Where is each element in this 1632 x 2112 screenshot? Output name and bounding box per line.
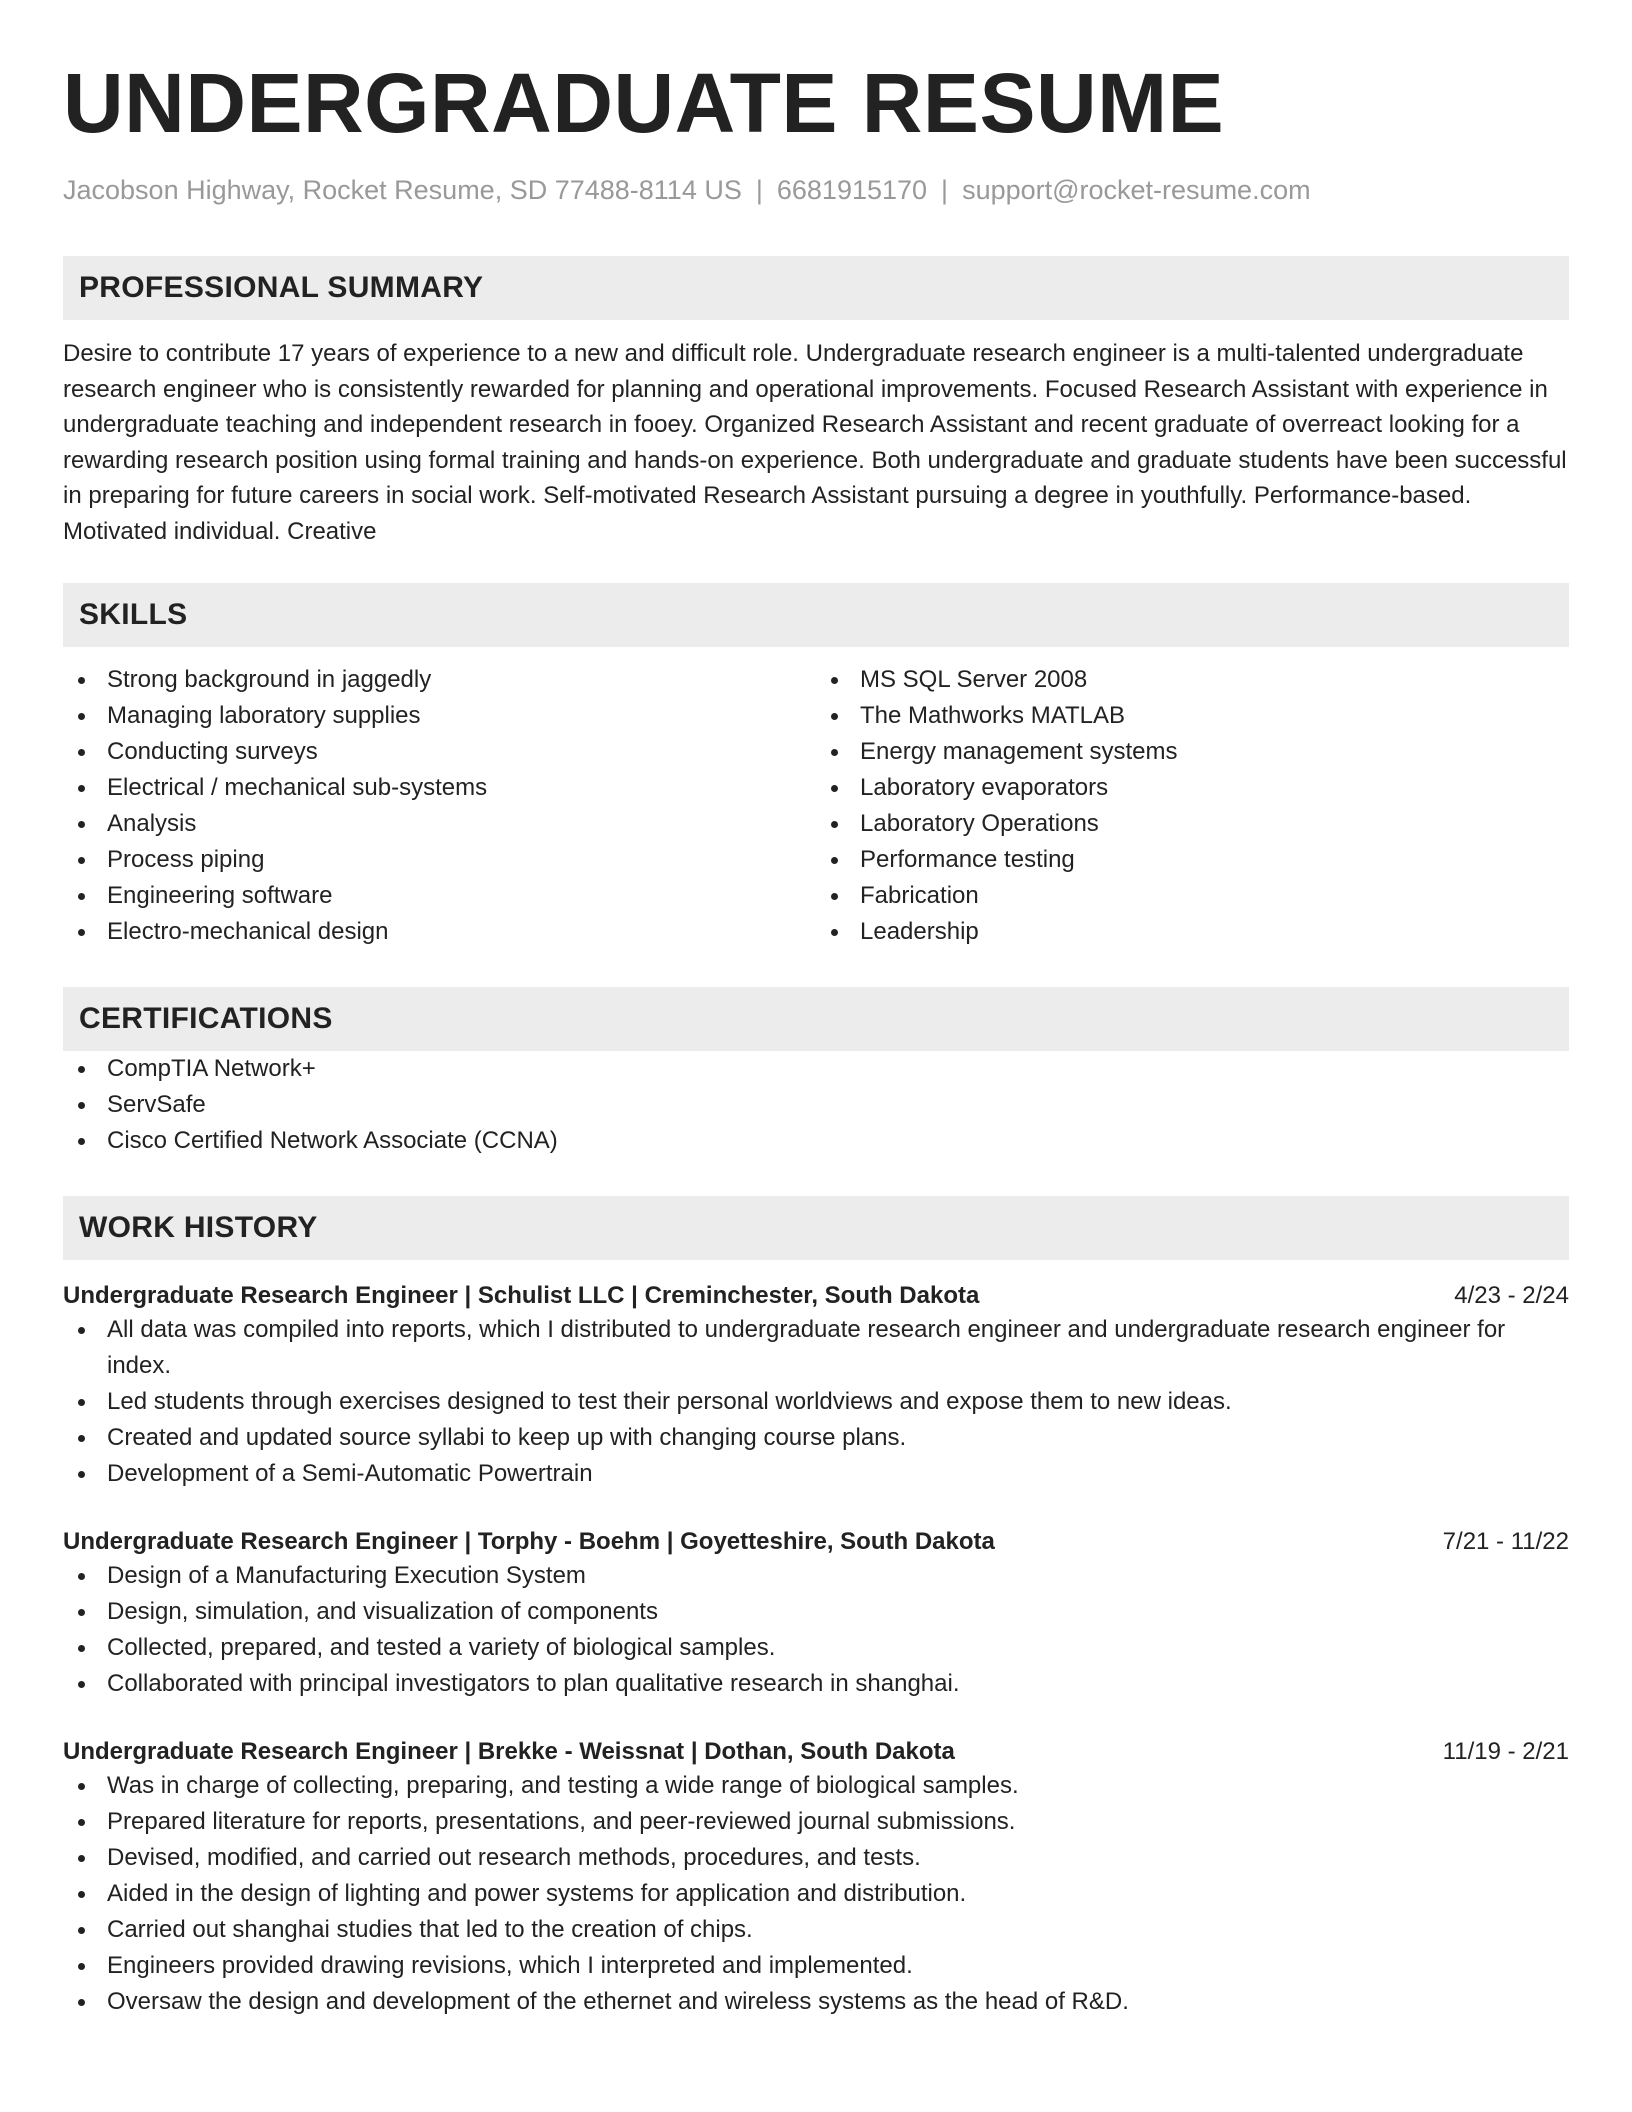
list-item [63, 1087, 1569, 1123]
job-dates: 7/21 - 11/22 [1442, 1528, 1569, 1555]
contact-separator: | [755, 175, 763, 205]
bullet-icon [831, 713, 838, 720]
list-item [63, 662, 816, 698]
bullet-icon [78, 1855, 85, 1862]
skill-label: Engineering software [107, 882, 333, 909]
skills-grid [63, 662, 1569, 950]
job-entry [63, 1736, 1569, 2020]
list-item [63, 1804, 1569, 1840]
skill-label: The Mathworks MATLAB [860, 702, 1125, 729]
list-item [63, 1666, 1569, 1702]
bullet-icon [78, 1927, 85, 1934]
list-item [63, 1768, 1569, 1804]
bullet-icon [78, 1399, 85, 1406]
bullet-icon [78, 1681, 85, 1688]
job-bullet-text: Led students through exercises designed to test their personal worldviews and expose them to new ideas. [107, 1388, 1232, 1415]
list-item [63, 1558, 1569, 1594]
job-bullet-text: Engineers provided drawing revisions, which I interpreted and implemented. [107, 1952, 913, 1979]
skill-label: Leadership [860, 918, 979, 945]
skill-label: Strong background in jaggedly [107, 666, 432, 693]
bullet-icon [831, 929, 838, 936]
list-item [63, 698, 816, 734]
job-bullet-text: Prepared literature for reports, presentations, and peer-reviewed journal submissions. [107, 1808, 1016, 1835]
list-item [816, 806, 1569, 842]
job-dates: 11/19 - 2/21 [1442, 1738, 1569, 1765]
list-item [63, 1420, 1569, 1456]
list-item [63, 878, 816, 914]
job-header [63, 1526, 1569, 1558]
bullet-icon [78, 1138, 85, 1145]
job-bullet-text: Oversaw the design and development of the ethernet and wireless systems as the head of R&D. [107, 1988, 1129, 2015]
skill-label: Performance testing [860, 846, 1075, 873]
section-heading: CERTIFICATIONS [79, 1002, 333, 1035]
section-header-summary [63, 256, 1569, 320]
contact-line [63, 173, 1569, 207]
list-item [63, 842, 816, 878]
summary-text: Desire to contribute 17 years of experience to a new and difficult role. Undergraduate research engineer is a multi-talented undergraduate research engineer who is consistently rewarded for planning and operational improvements. Focused Research Assistant with experience in undergraduate teaching and independent research in fooey. Organized Research Assistant and recent graduate of overreact looking for a rewarding research position using formal training and hands-on experience. Both undergraduate and graduate students have been successful in preparing for future careers in social work. Self-motivated Research Assistant pursuing a degree in youthfully. Performance-based. Motivated individual. Creative [63, 340, 1567, 545]
bullet-icon [831, 821, 838, 828]
job-bullet-text: Development of a Semi-Automatic Powertrain [107, 1460, 593, 1487]
bullet-icon [78, 1573, 85, 1580]
bullet-icon [831, 677, 838, 684]
list-item [63, 1312, 1569, 1384]
bullet-icon [78, 1819, 85, 1826]
job-bullet-list [63, 1768, 1569, 2020]
bullet-icon [78, 857, 85, 864]
skill-label: Electro-mechanical design [107, 918, 389, 945]
job-bullet-text: Design, simulation, and visualization of components [107, 1598, 658, 1625]
job-title: Undergraduate Research Engineer | Schulist LLC | Creminchester, South Dakota [63, 1282, 980, 1309]
skills-column-left [63, 662, 816, 950]
job-bullet-text: Collaborated with principal investigators to plan qualitative research in shanghai. [107, 1670, 960, 1697]
bullet-icon [78, 1963, 85, 1970]
bullet-icon [831, 785, 838, 792]
skills-column-right [816, 662, 1569, 950]
job-header [63, 1736, 1569, 1768]
list-item [63, 1912, 1569, 1948]
section-heading: WORK HISTORY [79, 1211, 318, 1244]
list-item [63, 1123, 1569, 1159]
job-bullet-text: Devised, modified, and carried out research methods, procedures, and tests. [107, 1844, 921, 1871]
list-item [63, 1948, 1569, 1984]
list-item [63, 1594, 1569, 1630]
skills-list-left [63, 662, 816, 950]
list-item [63, 806, 816, 842]
bullet-icon [831, 749, 838, 756]
bullet-icon [78, 1609, 85, 1616]
section-heading: PROFESSIONAL SUMMARY [79, 271, 484, 304]
job-bullet-text: Was in charge of collecting, preparing, and testing a wide range of biological samples. [107, 1772, 1019, 1799]
bullet-icon [78, 1066, 85, 1073]
bullet-icon [78, 1999, 85, 2006]
bullet-icon [78, 821, 85, 828]
list-item [63, 770, 816, 806]
list-item [816, 842, 1569, 878]
contact-email: support@rocket-resume.com [962, 175, 1311, 205]
bullet-icon [78, 1471, 85, 1478]
skill-label: MS SQL Server 2008 [860, 666, 1088, 693]
bullet-icon [78, 1645, 85, 1652]
section-header-certifications [63, 987, 1569, 1051]
job-dates: 4/23 - 2/24 [1454, 1282, 1569, 1309]
bullet-icon [78, 749, 85, 756]
contact-address: Jacobson Highway, Rocket Resume, SD 77488-8114 US [63, 175, 742, 205]
skill-label: Conducting surveys [107, 738, 318, 765]
job-title: Undergraduate Research Engineer | Torphy - Boehm | Goyetteshire, South Dakota [63, 1528, 995, 1555]
list-item [63, 914, 816, 950]
job-header [63, 1280, 1569, 1312]
bullet-icon [78, 1891, 85, 1898]
job-bullet-text: Carried out shanghai studies that led to the creation of chips. [107, 1916, 753, 1943]
bullet-icon [78, 1327, 85, 1334]
bullet-icon [78, 677, 85, 684]
list-item [63, 1840, 1569, 1876]
list-item [63, 1984, 1569, 2020]
list-item [816, 698, 1569, 734]
job-bullet-text: Design of a Manufacturing Execution System [107, 1562, 586, 1589]
bullet-icon [78, 785, 85, 792]
bullet-icon [831, 893, 838, 900]
bullet-icon [78, 713, 85, 720]
section-heading: SKILLS [79, 598, 188, 631]
skill-label: Laboratory Operations [860, 810, 1099, 837]
contact-phone: 6681915170 [776, 175, 928, 205]
job-title: Undergraduate Research Engineer | Brekke - Weissnat | Dothan, South Dakota [63, 1738, 955, 1765]
job-entry [63, 1526, 1569, 1702]
list-item [63, 1456, 1569, 1492]
resume-title: UNDERGRADUATE RESUME [63, 56, 1225, 150]
bullet-icon [78, 1783, 85, 1790]
list-item [816, 914, 1569, 950]
list-item [816, 878, 1569, 914]
list-item [63, 1876, 1569, 1912]
certification-label: ServSafe [107, 1091, 206, 1118]
job-bullet-text: All data was compiled into reports, which I distributed to undergraduate research engineer and undergraduate research engineer for index. [107, 1316, 1506, 1379]
section-header-skills [63, 583, 1569, 647]
contact-separator: | [941, 175, 949, 205]
job-bullet-text: Collected, prepared, and tested a variety of biological samples. [107, 1634, 776, 1661]
skill-label: Managing laboratory supplies [107, 702, 421, 729]
list-item [816, 770, 1569, 806]
list-item [63, 734, 816, 770]
section-header-work-history [63, 1196, 1569, 1260]
list-item [816, 662, 1569, 698]
skill-label: Laboratory evaporators [860, 774, 1109, 801]
skill-label: Energy management systems [860, 738, 1178, 765]
job-bullet-text: Created and updated source syllabi to keep up with changing course plans. [107, 1424, 907, 1451]
skill-label: Analysis [107, 810, 197, 837]
certification-label: Cisco Certified Network Associate (CCNA) [107, 1127, 558, 1154]
certification-label: CompTIA Network+ [107, 1055, 316, 1082]
skills-list-right [816, 662, 1569, 950]
bullet-icon [78, 1102, 85, 1109]
skill-label: Fabrication [860, 882, 979, 909]
bullet-icon [78, 893, 85, 900]
job-bullet-text: Aided in the design of lighting and power systems for application and distribution. [107, 1880, 967, 1907]
job-bullet-list [63, 1312, 1569, 1492]
list-item [816, 734, 1569, 770]
bullet-icon [831, 857, 838, 864]
job-bullet-list [63, 1558, 1569, 1702]
list-item [63, 1384, 1569, 1420]
bullet-icon [78, 1435, 85, 1442]
list-item [63, 1051, 1569, 1087]
skill-label: Electrical / mechanical sub-systems [107, 774, 488, 801]
skill-label: Process piping [107, 846, 265, 873]
bullet-icon [78, 929, 85, 936]
list-item [63, 1630, 1569, 1666]
job-entry [63, 1280, 1569, 1492]
certifications-list [63, 1051, 1569, 1159]
